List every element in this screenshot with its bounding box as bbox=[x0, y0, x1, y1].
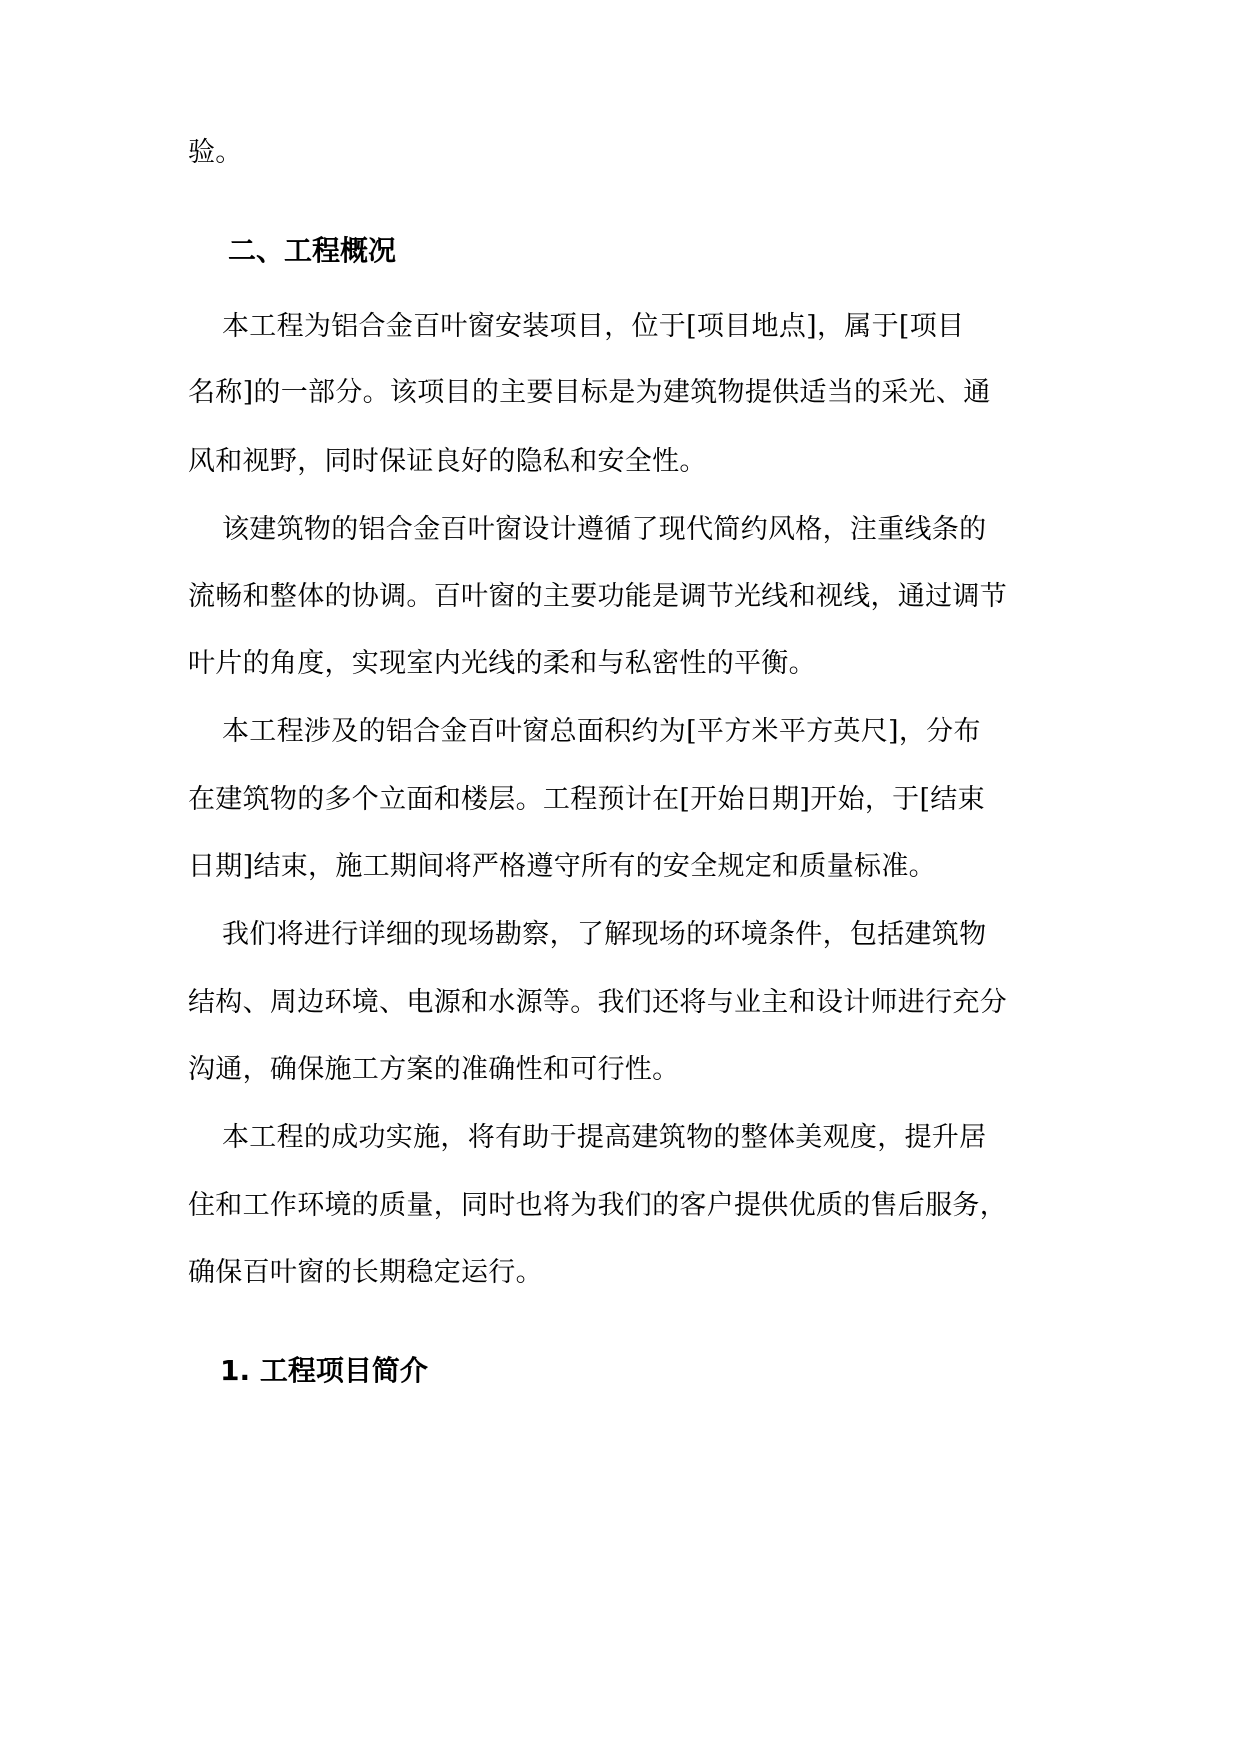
text-line: 本工程的成功实施，将有助于提高建筑物的整体美观度，提升居 bbox=[222, 1122, 987, 1153]
text-line: 在建筑物的多个立面和楼层。工程预计在[开始日期]开始，于[结束 bbox=[188, 784, 985, 815]
text-line: 风和视野，同时保证良好的隐私和安全性。 bbox=[188, 446, 707, 477]
text-line: 结构、周边环境、电源和水源等。我们还将与业主和设计师进行充分 bbox=[188, 987, 1007, 1018]
section-heading: 二、工程概况 bbox=[228, 234, 397, 267]
text-line: 我们将进行详细的现场勘察，了解现场的环境条件，包括建筑物 bbox=[222, 919, 987, 950]
text-line: 住和工作环境的质量，同时也将为我们的客户提供优质的售后服务， bbox=[188, 1190, 1007, 1221]
text-line: 日期]结束，施工期间将严格遵守所有的安全规定和质量标准。 bbox=[188, 851, 936, 882]
text-line: 验。 bbox=[188, 137, 243, 168]
subsection-heading: 1. 工程项目简介 bbox=[220, 1354, 428, 1387]
text-line: 名称]的一部分。该项目的主要目标是为建筑物提供适当的采光、通 bbox=[188, 377, 991, 408]
text-line: 本工程为铝合金百叶窗安装项目，位于[项目地点]，属于[项目 bbox=[222, 311, 965, 342]
text-line: 确保百叶窗的长期稳定运行。 bbox=[188, 1257, 543, 1288]
text-line: 叶片的角度，实现室内光线的柔和与私密性的平衡。 bbox=[188, 648, 816, 679]
text-line: 流畅和整体的协调。百叶窗的主要功能是调节光线和视线，通过调节 bbox=[188, 581, 1007, 612]
text-line: 该建筑物的铝合金百叶窗设计遵循了现代简约风格，注重线条的 bbox=[222, 514, 987, 545]
text-line: 本工程涉及的铝合金百叶窗总面积约为[平方米平方英尺]，分布 bbox=[222, 716, 981, 747]
text-line: 沟通，确保施工方案的准确性和可行性。 bbox=[188, 1054, 680, 1085]
